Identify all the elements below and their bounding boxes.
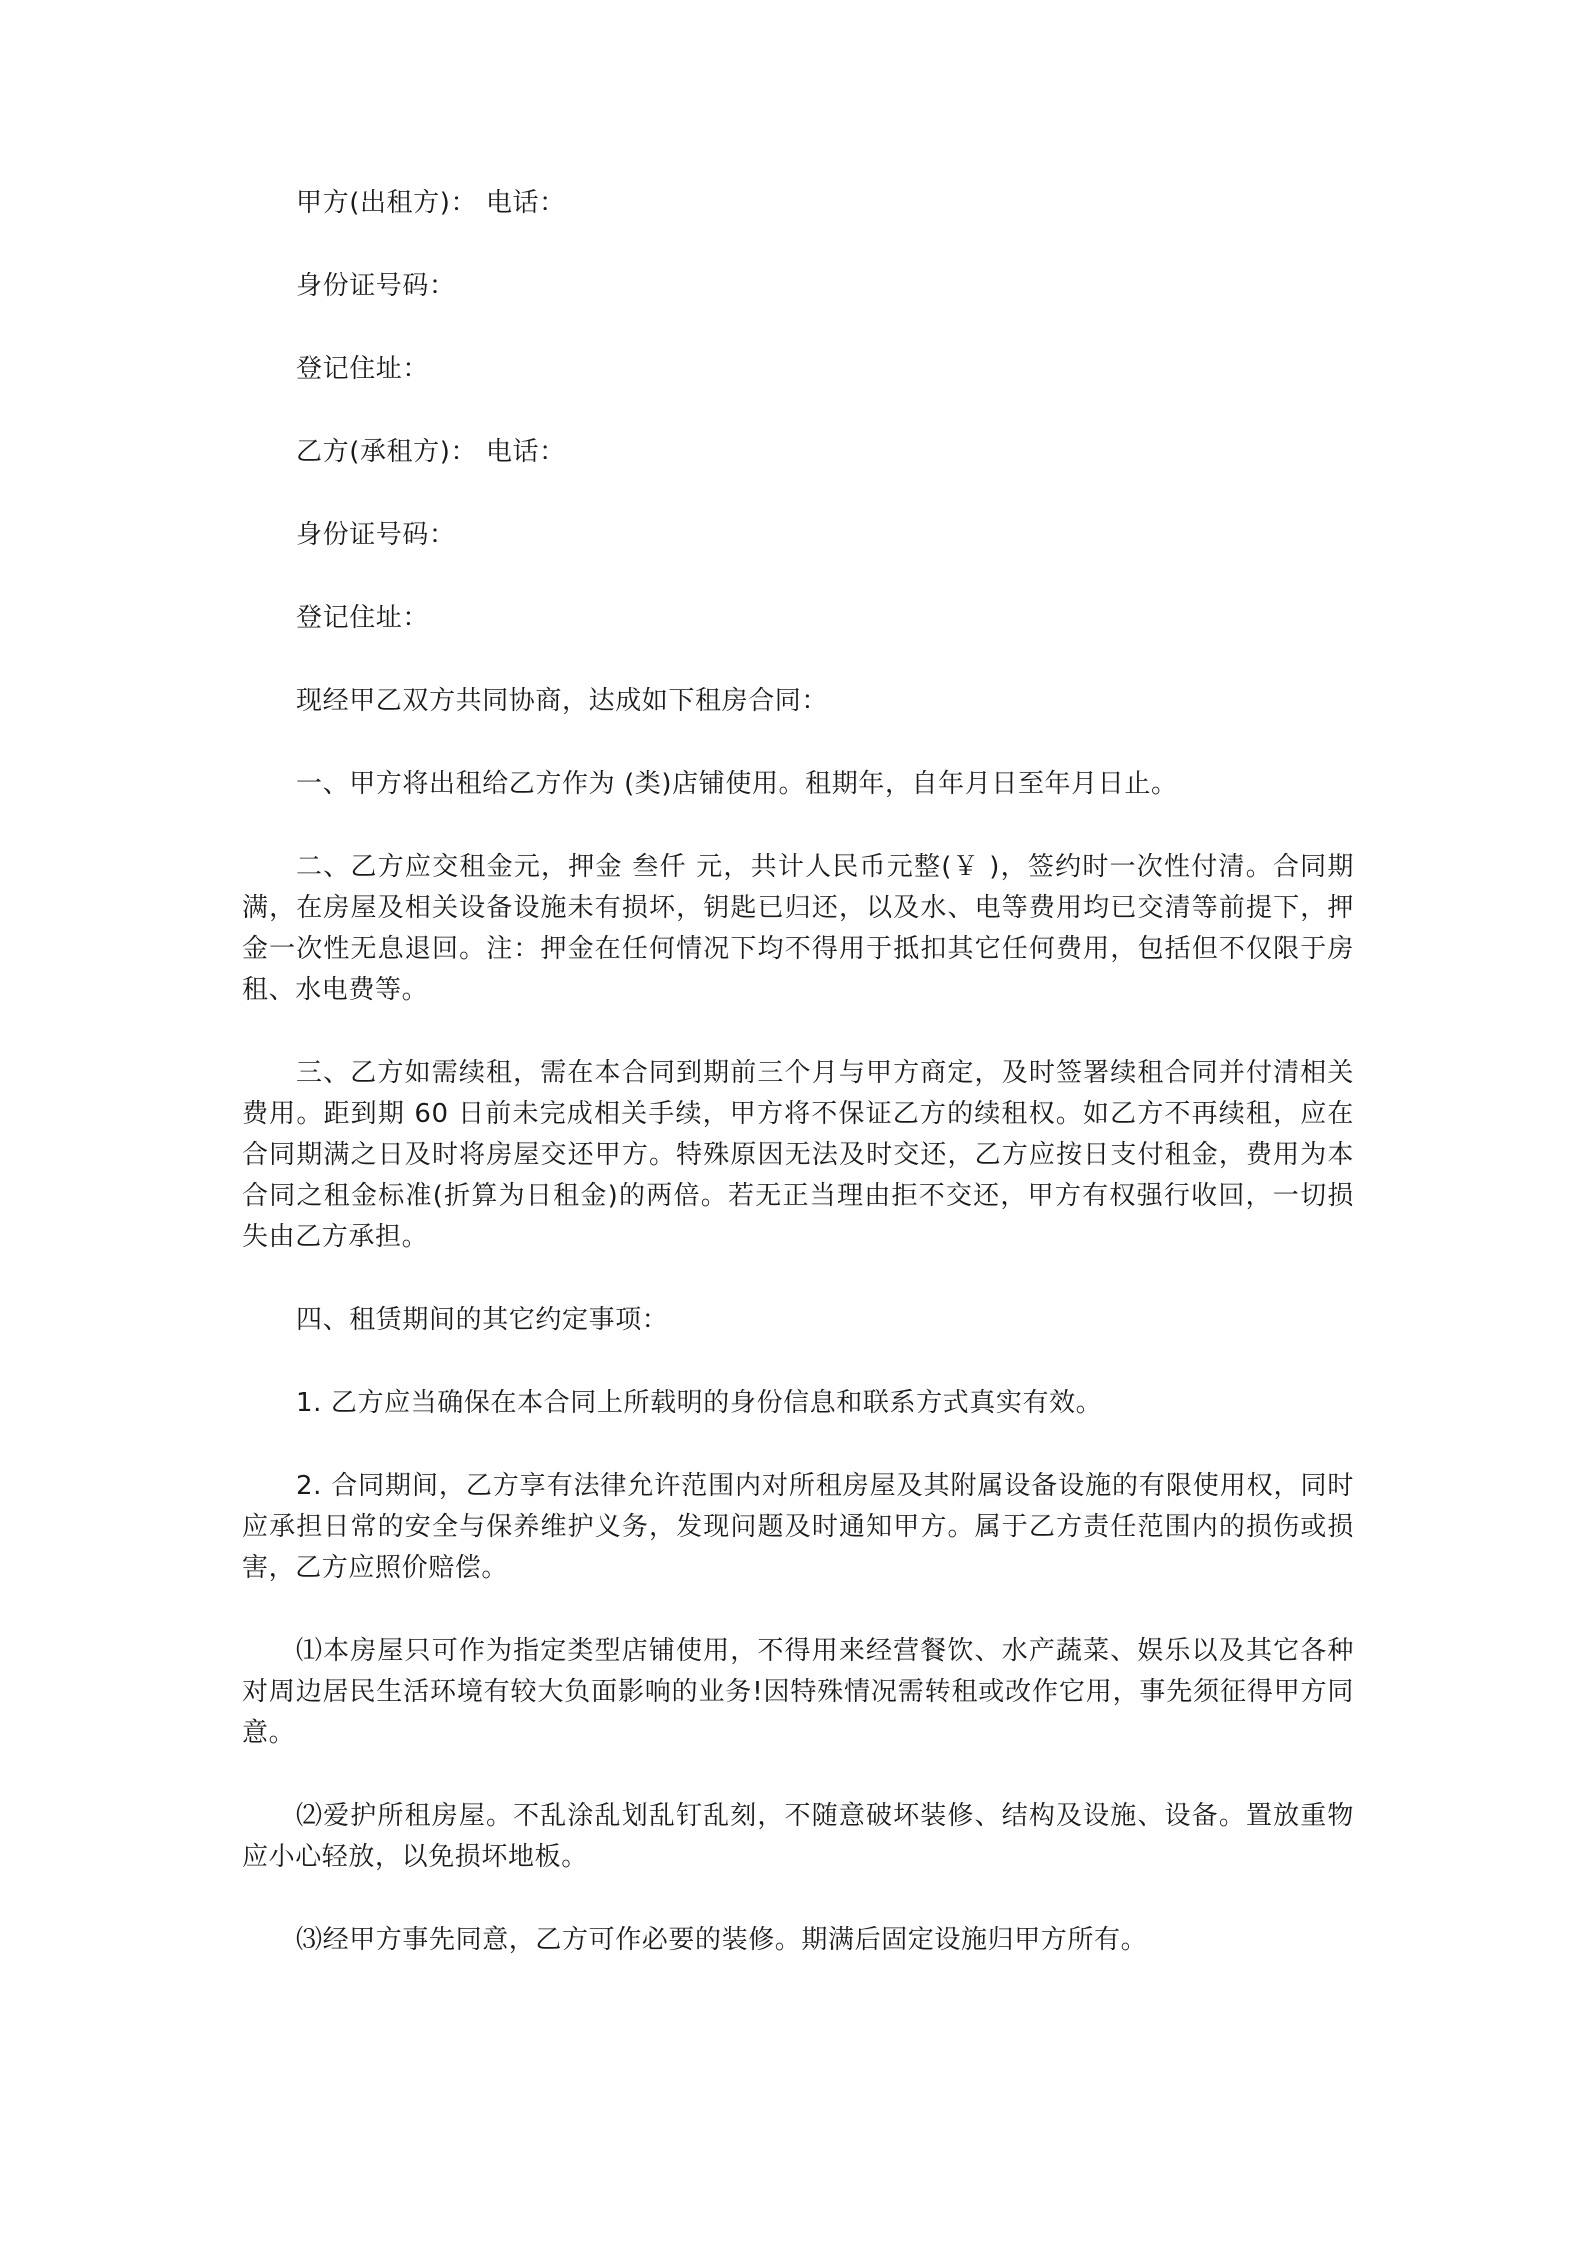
- clause-3: 三、乙方如需续租，需在本合同到期前三个月与甲方商定，及时签署续租合同并付清相关费用。距到期 60 日前未完成相关手续，甲方将不保证乙方的续租权。如乙方不再续租，应在合同期满之日及时将房屋交还甲方。特殊原因无法及时交还，乙方应按日支付租金，费用为本合同之租金标准(折算为日租金)的两倍。若无正当理由拒不交还，甲方有权强行收回，一切损失由乙方承担。: [242, 1058, 1354, 1252]
- party-a-id-line: 身份证号码：: [296, 271, 456, 301]
- clause-4-item-2: 2. 合同期间，乙方享有法律允许范围内对所租房屋及其附属设备设施的有限使用权，同时应承担日常的安全与保养维护义务，发现问题及时通知甲方。属于乙方责任范围内的损伤或损害，乙方应照价赔偿。: [242, 1471, 1354, 1583]
- clause-4-item-2-sub-3: ⑶经甲方事先同意，乙方可作必要的装修。期满后固定设施归甲方所有。: [296, 1925, 1148, 1955]
- party-a-line: 甲方(出租方)： 电话：: [296, 188, 566, 218]
- clause-2: 二、乙方应交租金元，押金 叁仟 元，共计人民币元整(￥ )，签约时一次性付清。合同期满，在房屋及相关设备设施未有损坏，钥匙已归还，以及水、电等费用均已交清等前提下，押金一次性无息退回。注：押金在任何情况下均不得用于抵扣其它任何费用，包括但不仅限于房租、水电费等。: [242, 852, 1354, 1005]
- contract-body: [242, 183, 1354, 1961]
- intro-paragraph: 现经甲乙双方共同协商，达成如下租房合同：: [296, 686, 829, 716]
- clause-4-item-2-sub-1: ⑴本房屋只可作为指定类型店铺使用，不得用来经营餐饮、水产蔬菜、娱乐以及其它各种对周边居民生活环境有较大负面影响的业务!因特殊情况需转租或改作它用，事先须征得甲方同意。: [242, 1636, 1354, 1748]
- party-b-id-line: 身份证号码：: [296, 520, 456, 550]
- party-b-address-line: 登记住址：: [296, 603, 430, 633]
- party-b-line: 乙方(承租方)： 电话：: [296, 437, 566, 467]
- clause-4: 四、租赁期间的其它约定事项：: [296, 1305, 669, 1335]
- clause-1: 一、甲方将出租给乙方作为 (类)店铺使用。租期年，自年月日至年月日止。: [296, 769, 1178, 799]
- party-a-address-line: 登记住址：: [296, 354, 430, 384]
- clause-4-item-2-sub-2: ⑵爱护所租房屋。不乱涂乱划乱钉乱刻，不随意破坏装修、结构及设施、设备。置放重物应小心轻放，以免损坏地板。: [242, 1801, 1354, 1872]
- clause-4-item-1: 1. 乙方应当确保在本合同上所载明的身份信息和联系方式真实有效。: [296, 1388, 1103, 1418]
